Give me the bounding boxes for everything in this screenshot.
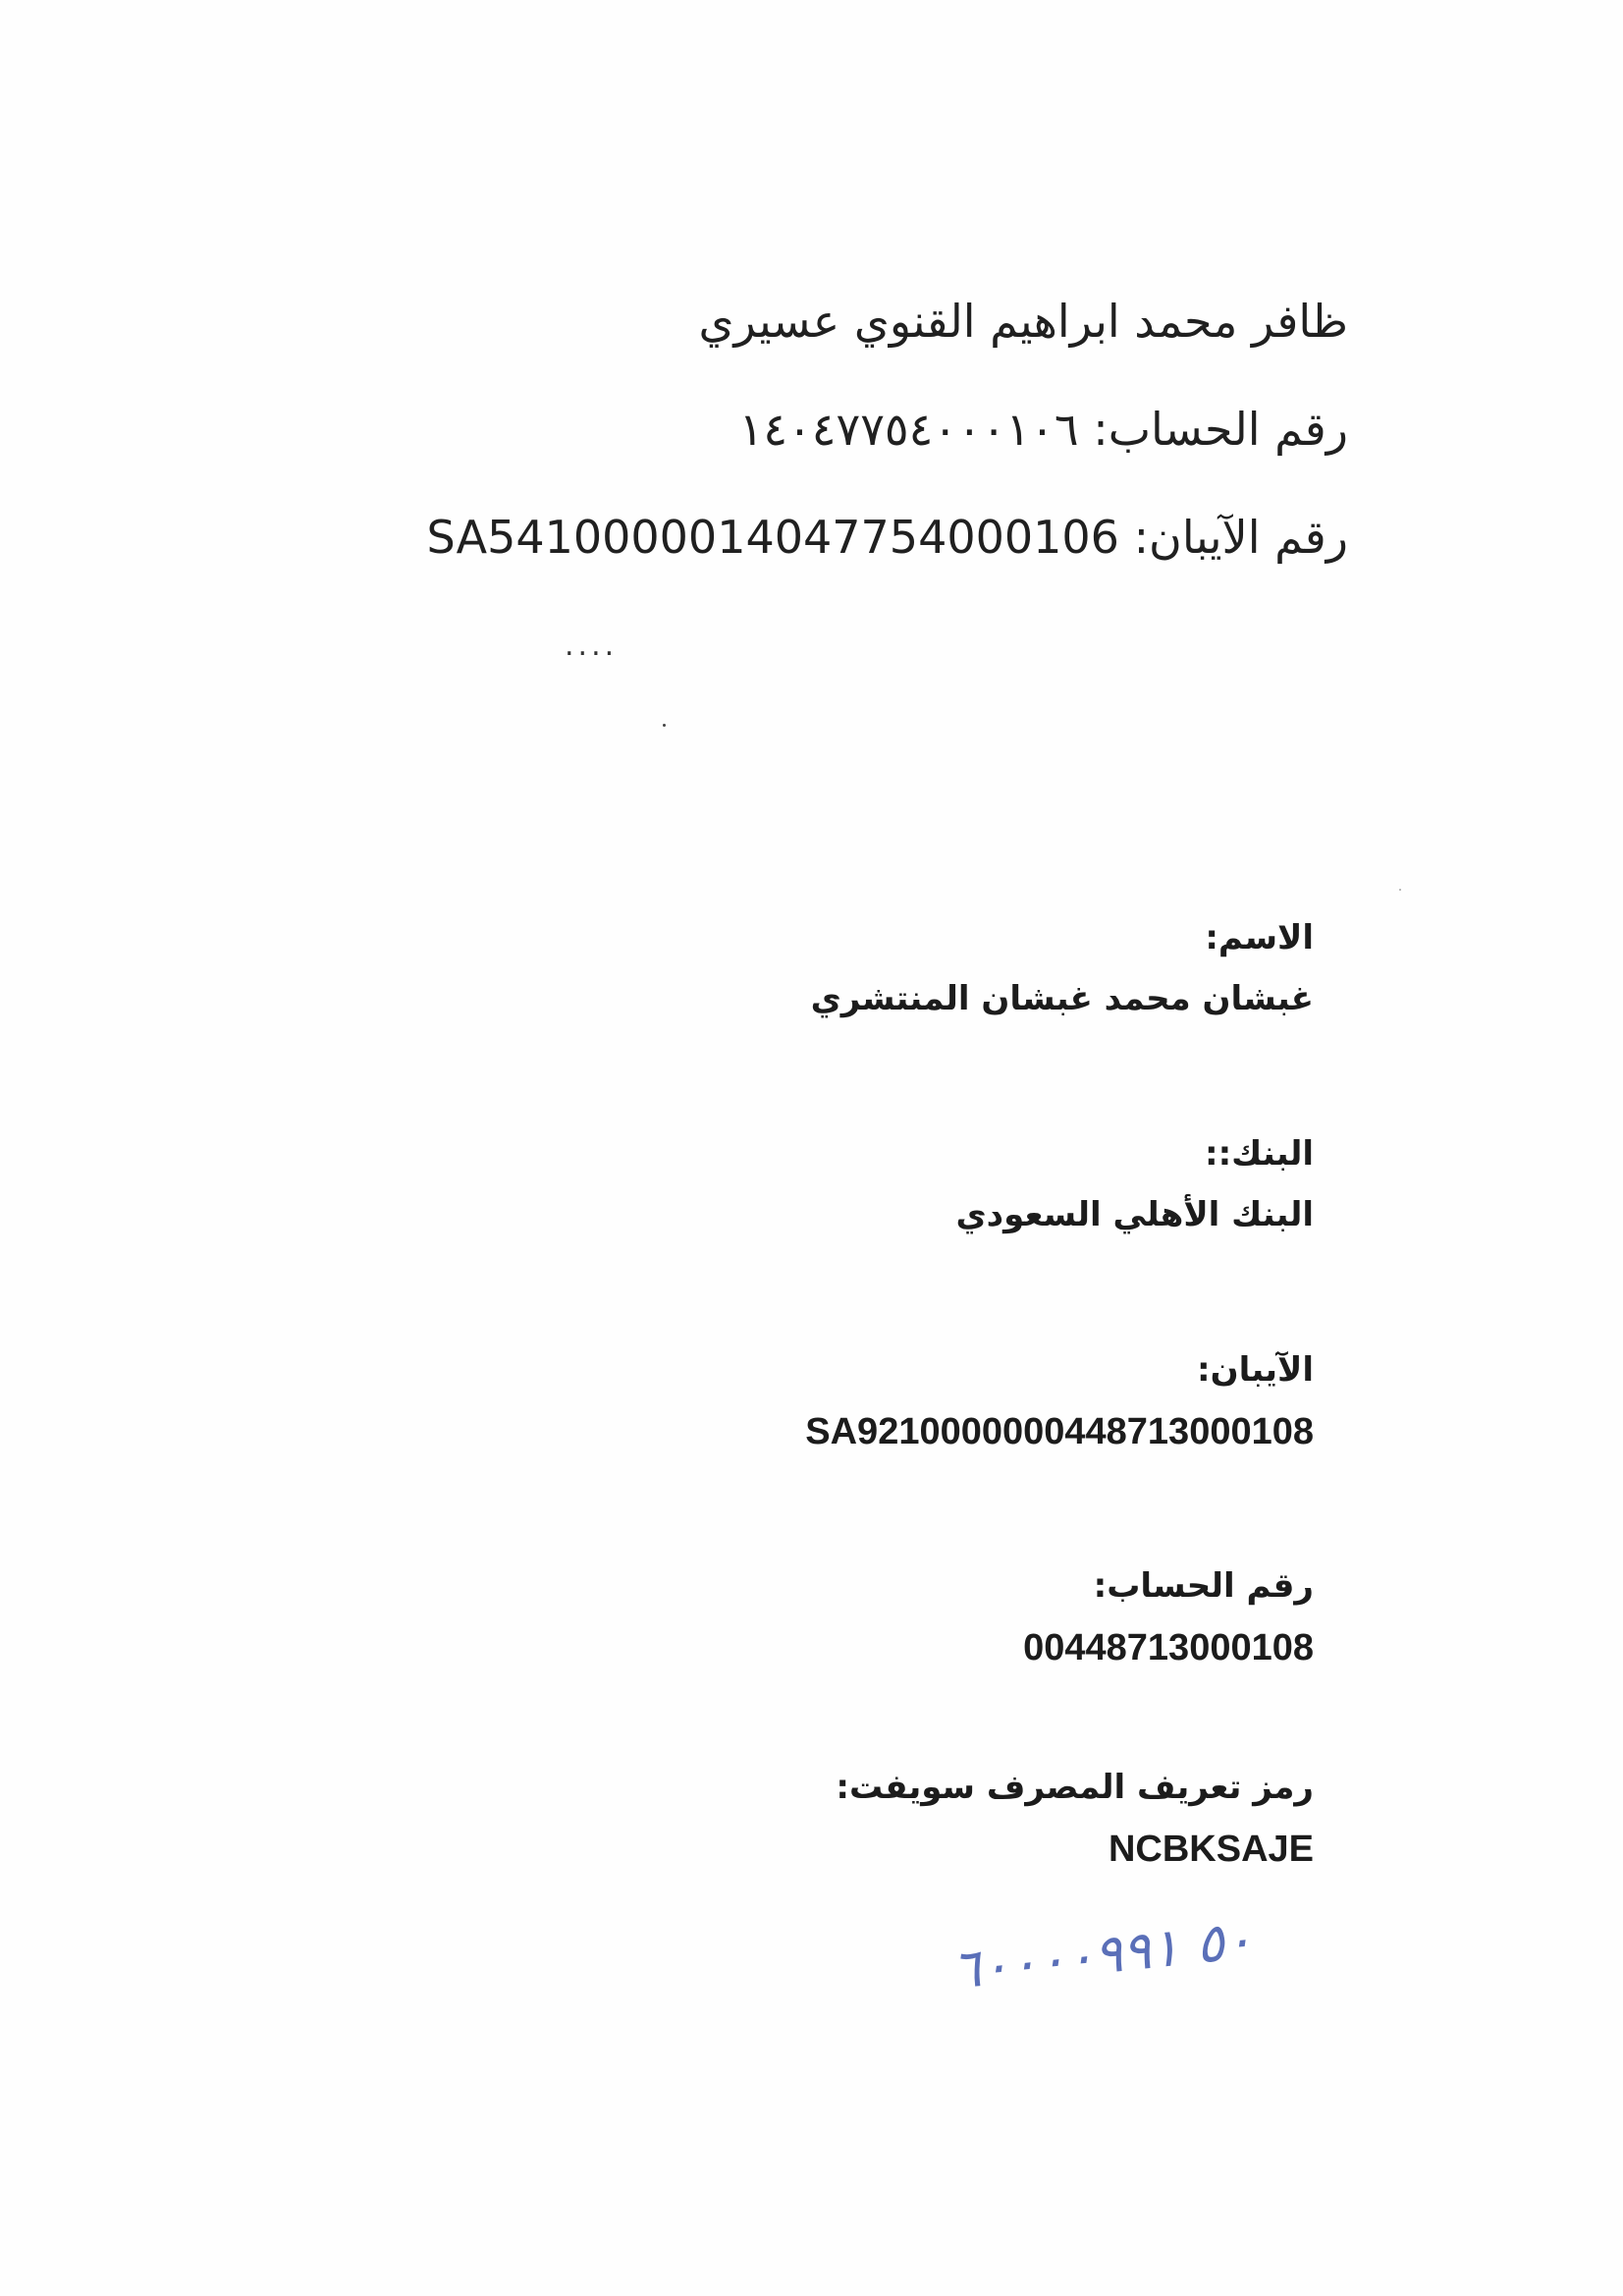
scan-speck xyxy=(663,724,666,727)
swift-label: رمز تعريف المصرف سويفت: xyxy=(836,1768,1314,1807)
top-account-line xyxy=(739,403,1348,456)
account-label: رقم الحساب: xyxy=(1093,1566,1314,1606)
iban-value: SA9210000000448713000108 xyxy=(805,1411,1314,1452)
top-iban-number: SA5410000014047754000106 xyxy=(426,511,1119,564)
bank-field xyxy=(956,1134,1314,1234)
scan-speck-2 xyxy=(1399,889,1401,891)
top-beneficiary-name-text: ظافر محمد ابراهيم القنوي عسيري xyxy=(698,295,1348,348)
iban-field xyxy=(805,1350,1314,1453)
swift-value: NCBKSAJE xyxy=(1108,1829,1314,1870)
account-value: 00448713000108 xyxy=(1023,1627,1314,1668)
name-field xyxy=(811,918,1314,1018)
top-beneficiary-name xyxy=(698,295,1348,348)
bank-value: البنك الأهلي السعودي xyxy=(955,1195,1314,1234)
handwritten-note: ٥٠ ٦٠٠٠٠٩٩١ xyxy=(948,1908,1256,2001)
top-iban-line xyxy=(427,511,1348,564)
top-iban-label: رقم الآيبان: xyxy=(1133,511,1348,564)
bank-label: البنك:: xyxy=(1204,1134,1314,1174)
ellipsis-marks: .... xyxy=(565,629,619,663)
top-account-label: رقم الحساب: xyxy=(1093,403,1348,456)
top-account-number: ١٤٠٤٧٧٥٤٠٠٠١٠٦ xyxy=(738,403,1079,456)
account-field xyxy=(1023,1566,1314,1669)
name-value: غبشان محمد غبشان المنتشري xyxy=(810,979,1314,1018)
iban-label: الآيبان: xyxy=(1197,1350,1314,1390)
name-label: الاسم: xyxy=(1205,918,1314,957)
swift-field xyxy=(836,1768,1314,1871)
